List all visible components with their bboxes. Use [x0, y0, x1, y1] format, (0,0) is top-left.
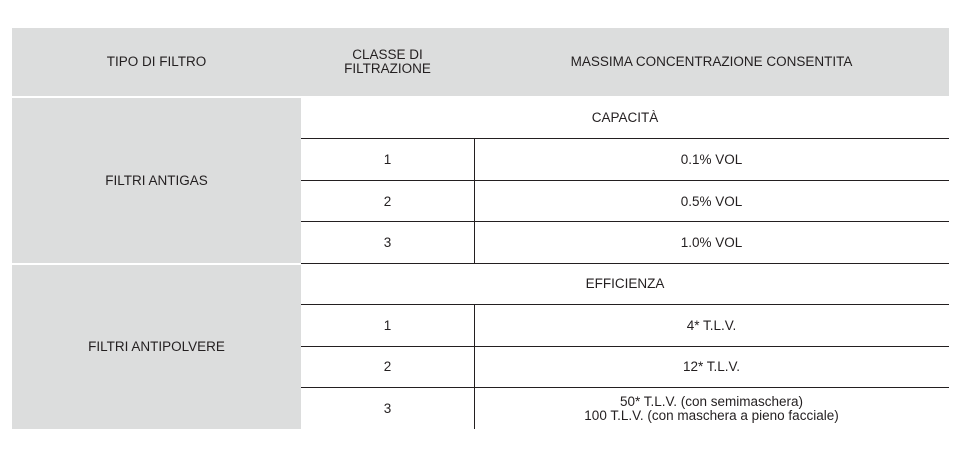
table-row-class [301, 139, 474, 180]
table-row-value [474, 222, 949, 263]
concentration-value: 1.0% VOL [680, 234, 743, 250]
class-value: 3 [383, 400, 392, 416]
header-filter-class [301, 28, 474, 96]
table-row-value [474, 388, 949, 429]
concentration-value: 0.5% VOL [680, 193, 743, 209]
concentration-value-line2: 100 T.L.V. (con maschera a pieno facciale) [584, 407, 839, 423]
concentration-value: 12* T.L.V. [682, 359, 741, 374]
header-filter-class-line2: FILTRAZIONE [344, 61, 431, 76]
table-row-class [301, 347, 474, 387]
class-value: 1 [383, 317, 392, 333]
header-filter-type [12, 28, 301, 96]
concentration-value: 0.1% VOL [680, 151, 743, 167]
concentration-value-line1: 50* T.L.V. (con semimaschera) [619, 393, 804, 409]
header-filter-class-line1: CLASSE DI [352, 47, 423, 62]
header-filter-type-label: TIPO DI FILTRO [106, 54, 207, 69]
group-name-label: FILTRI ANTIGAS [105, 172, 208, 188]
section-label-efficiency [301, 264, 949, 304]
section-label: EFFICIENZA [585, 276, 665, 291]
table-row-class [301, 181, 474, 222]
header-max-concentration [474, 28, 949, 96]
class-value: 2 [383, 193, 392, 209]
class-value: 1 [383, 151, 392, 167]
column-divider [474, 305, 475, 429]
group-name-antigas [12, 98, 301, 263]
group-name-antipolvere [12, 265, 301, 429]
group-name-label: FILTRI ANTIPOLVERE [88, 339, 225, 354]
class-value: 3 [383, 234, 392, 250]
table-row-value [474, 347, 949, 387]
table-row-value [474, 181, 949, 222]
table-row-class [301, 222, 474, 263]
section-label: CAPACITÀ [591, 110, 659, 125]
table-row-class [301, 305, 474, 346]
table-row-value [474, 139, 949, 180]
table-row-value [474, 305, 949, 346]
column-divider [474, 139, 475, 263]
header-max-concentration-label: MASSIMA CONCENTRAZIONE CONSENTITA [570, 54, 853, 69]
section-label-capacity [301, 98, 949, 138]
table-row-class [301, 388, 474, 429]
class-value: 2 [383, 359, 392, 374]
concentration-value: 4* T.L.V. [686, 317, 737, 333]
